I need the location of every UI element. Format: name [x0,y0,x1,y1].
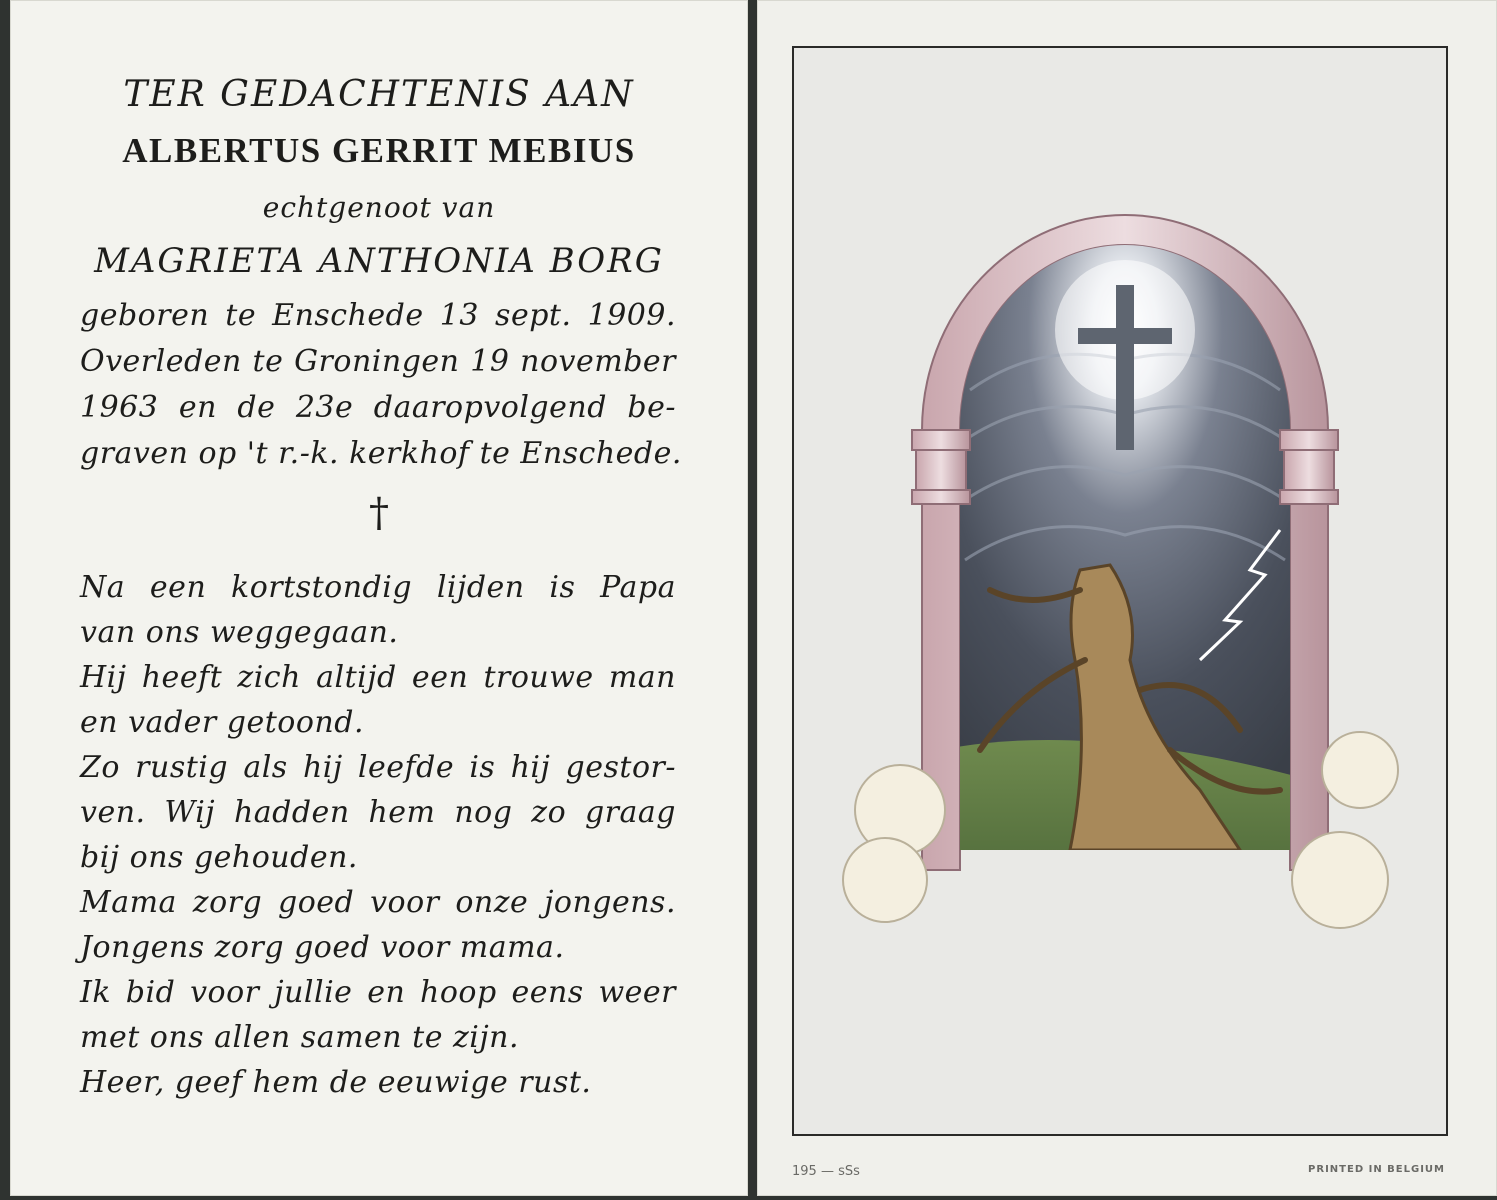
poem-line: Ik bid voor jullie en hoop eens weer [80,975,676,1010]
cross-icon [1116,285,1134,450]
card-code: 195 — sSs [792,1164,860,1179]
poem-line: Zo rustig als hij leefde is hij gestor- [80,750,676,785]
poem-line: bij ons gehouden. [80,840,358,875]
poem-line: Na een kortstondig lijden is Papa [80,570,676,605]
detail-line: geboren te Enschede 13 sept. 1909. [80,298,676,333]
poem-line: en vader getoond. [80,705,364,740]
memorial-card-text-panel [10,0,748,1196]
poem-line: van ons weggegaan. [80,615,399,650]
relation-text: echtgenoot van [262,191,496,224]
cross-symbol: † [369,490,389,536]
poem-line: met ons allen samen te zijn. [80,1020,520,1055]
poem-line: ven. Wij hadden hem nog zo graag [80,795,676,830]
detail-line: graven op 't r.-k. kerkhof te Enschede. [80,436,682,471]
printed-note: PRINTED IN BELGIUM [1308,1164,1445,1175]
poem-line: Mama zorg goed voor onze jongens. [80,885,676,920]
spouse-name: MAGRIETA ANTHONIA BORG [94,241,664,281]
poem-line: Jongens zorg goed voor mama. [80,930,565,965]
deceased-name: ALBERTUS GERRIT MEBIUS [122,131,636,170]
detail-line: Overleden te Groningen 19 november [80,344,676,379]
heading: TER GEDACHTENIS AAN [123,74,635,115]
detail-line: 1963 en de 23e daaropvolgend be- [80,390,676,425]
poem-line: Hij heeft zich altijd een trouwe man [80,660,676,695]
poem-line: Heer, geef hem de eeuwige rust. [80,1065,592,1100]
devotional-illustration [840,190,1410,990]
